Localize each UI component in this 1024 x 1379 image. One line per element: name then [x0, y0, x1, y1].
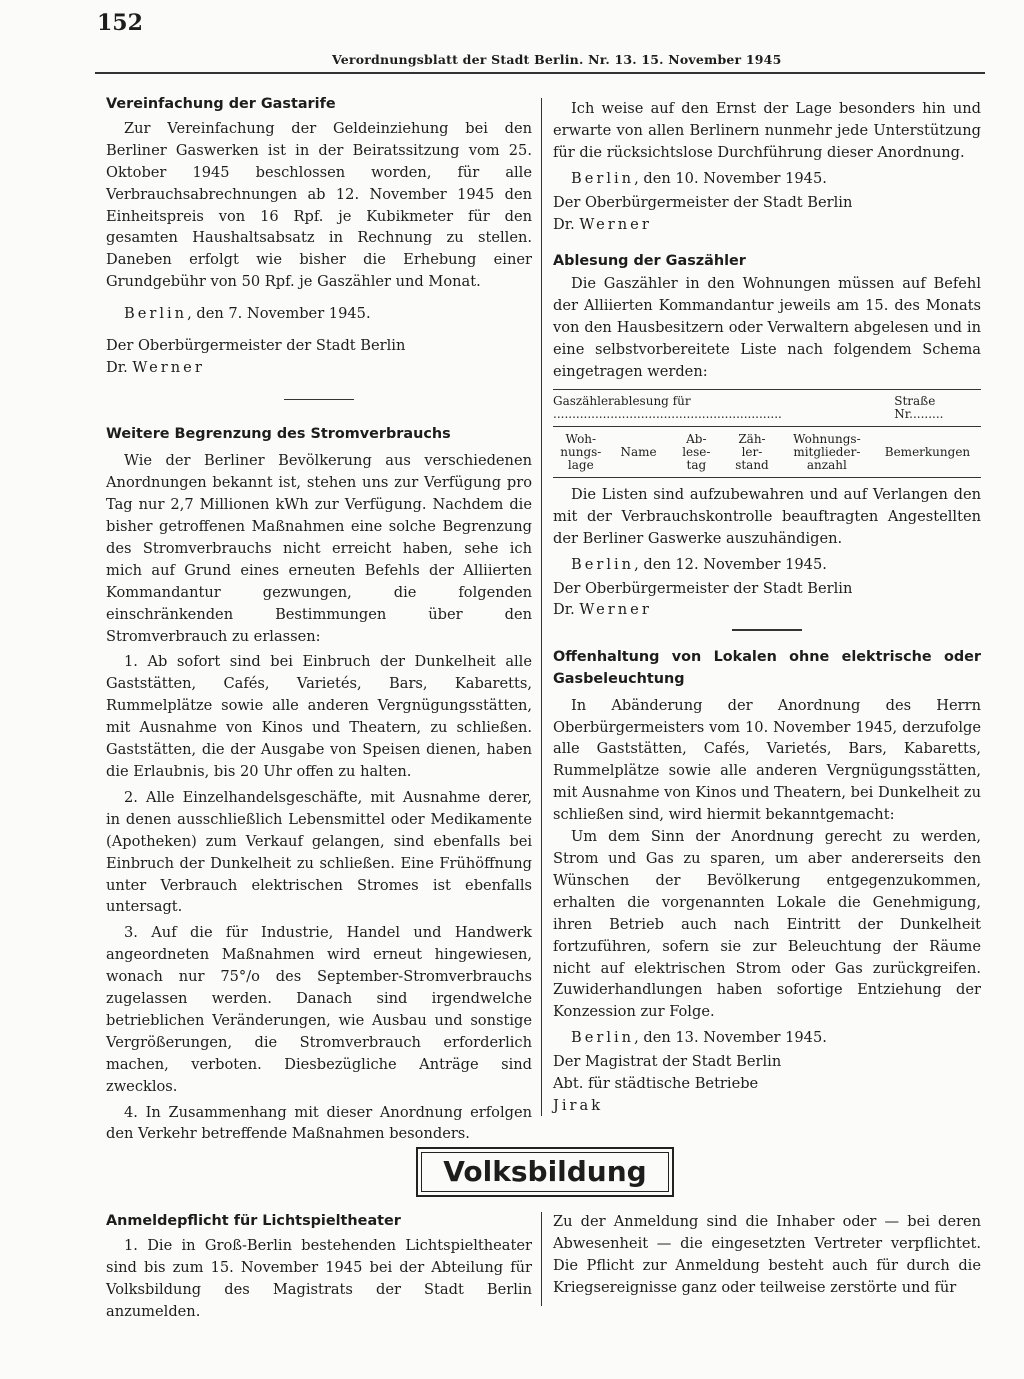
- volksbildung-section-title: Volksbildung: [443, 1155, 647, 1188]
- lokale-title: Offenhaltung von Lokalen ohne elektrische oder Gasbeleuchtung: [553, 648, 981, 687]
- schema-street: Straße Nr.........: [894, 393, 944, 421]
- ernst-body: Ich weise auf den Ernst der Lage besonders hin und erwarte von allen Berlinern nunmehr jede Unterstützung für die rücksichtslose Durchführung dieser Anordnung.: [553, 100, 981, 161]
- place: Berlin: [571, 1029, 635, 1047]
- right-column: [553, 98, 981, 1117]
- place: Berlin: [124, 305, 188, 323]
- lokale-paragraph-1: In Abänderung der Anordnung des Herrn Oberbürgermeisters vom 10. November 1945, derzufolge alle Gaststätten, Cafés, Varietés, Bars, Kabaretts, Rummelplätze sowie alle anderen Vergnügungsstätten, mit Ausnahme von Kinos und Theatern, bei Dunkelheit zu schließen sind, wird hiermit bekanntgemacht:: [553, 696, 981, 824]
- ablesung-signature: [553, 599, 981, 621]
- schema-title: Gaszählerablesung für ............................................................: [553, 393, 782, 421]
- schema-col-ablesetag: Ab- lese- tag: [682, 431, 711, 472]
- signer-name: Werner: [132, 358, 205, 376]
- strom-item-2: 2. Alle Einzelhandelsgeschäfte, mit Ausnahme derer, in denen ausschließlich Lebensmittel oder Medikamente (Apotheken) zum Verkauf gelangen, sind ebenfalls bei Einbruch der Dunkelheit zu schließen. Eine Frühöffnung unter Verbrauch elektrischen Stromes ist ebenfalls untersagt.: [106, 788, 532, 916]
- lichtspiel-left-text: 1. Die in Groß-Berlin bestehenden Lichtspieltheater sind bis zum 15. November 1945 bei der Abteilung für Volksbildung des Magistrats der Stadt Berlin anzumelden.: [106, 1236, 532, 1320]
- schema-col-mitglieder: Wohnungs- mitglieder- anzahl: [793, 431, 861, 472]
- ablesung-after: Die Listen sind aufzubewahren und auf Verlangen den mit der Verbrauchskontrolle beauftragten Angestellten der Berliner Gaswerke auszuhändigen.: [553, 485, 981, 547]
- signer-title: Dr.: [553, 215, 575, 233]
- strom-item-4: 4. In Zusammenhang mit dieser Anordnung erfolgen den Verkehr betreffende Maßnahmen besonders.: [106, 1103, 532, 1143]
- ablesung-title: Ablesung der Gaszähler: [553, 253, 746, 270]
- lichtspiel-right-text: Zu der Anmeldung sind die Inhaber oder — bei deren Abwesenheit — die eingesetzten Vertreter verpflichtet. Die Pflicht zur Anmeldung besteht auch für durch die Kriegsereignisse ganz oder teilweise zerstörte und für: [553, 1213, 981, 1296]
- gastarife-office: Der Oberbürgermeister der Stadt Berlin: [106, 337, 406, 355]
- lichtspiel-title: Anmeldepflicht für Lichtspieltheater: [106, 1213, 401, 1229]
- signer-title: Dr.: [106, 358, 128, 376]
- strom-item-1: 1. Ab sofort sind bei Einbruch der Dunkelheit alle Gaststätten, Cafés, Varietés, Bars, Kabaretts, Rummelplätze sowie alle anderen Vergnügungsstätten, mit Ausnahme von Kinos und Theatern, zu schließen. Gaststätten, die der Ausgabe von Speisen dienen, haben die Erlaubnis, bis 20 Uhr offen zu halten.: [106, 653, 532, 780]
- schema-col-name: Name: [620, 444, 657, 459]
- date: , den 13. November 1945.: [634, 1029, 827, 1047]
- volksbildung-section-box: [416, 1147, 674, 1197]
- lokale-office: Der Magistrat der Stadt Berlin: [553, 1053, 782, 1071]
- schema-col-bemerkungen: Bemerkungen: [884, 444, 971, 459]
- strom-intro: Wie der Berliner Bevölkerung aus verschiedenen Anordnungen bekannt ist, stehen uns zur Verfügung pro Tag nur 2,7 Millionen kWh zur Verfügung. Nachdem die bisher getroffenen Maßnahmen eine solche Begrenzung des Stromverbrauchs nicht erreicht haben, sehe ich mich auf Grund eines erneuten Befehls der Alliierten Kommandantur gezwungen, die folgenden einschränkenden Bestimmungen über den Stromverbrauch zu erlassen:: [106, 452, 532, 645]
- place: Berlin: [571, 169, 635, 187]
- date: , den 10. November 1945.: [634, 169, 827, 187]
- ernst-dateline: [553, 168, 981, 190]
- ernst-office: Der Oberbürgermeister der Stadt Berlin: [553, 193, 853, 211]
- signer-name: Werner: [579, 215, 652, 233]
- signer-title: Dr.: [553, 601, 575, 619]
- gastarife-dateline: [106, 303, 532, 325]
- volksbildung-left-column: [106, 1211, 532, 1323]
- schema-table: [553, 433, 981, 472]
- gastarife-body: Zur Vereinfachung der Geldeinziehung bei den Berliner Gaswerken ist in der Beiratssitzung vom 25. Oktober 1945 beschlossen worden, für alle Verbrauchsabrechnungen ab 12. November 1945 den Einheitspreis von 16 Rpf. je Kubikmeter für den gesamten Haushaltsabsatz in Rechnung zu stellen. Daneben erfolgt wie bisher die Erhebung einer Grundgebühr von 50 Rpf. je Gaszähler und Monat.: [106, 119, 532, 291]
- date: , den 12. November 1945.: [634, 555, 827, 573]
- schema-col-wohnungslage: Woh- nungs- lage: [560, 431, 602, 472]
- running-head: Verordnungsblatt der Stadt Berlin. Nr. 13. 15. November 1945: [332, 52, 782, 67]
- column-divider-bottom: [541, 1212, 542, 1306]
- ablesung-dateline: [553, 554, 981, 576]
- meter-reading-schema: [553, 389, 981, 478]
- page-number: 152: [97, 10, 143, 36]
- signer-name: Werner: [579, 601, 652, 619]
- schema-col-zaehlerstand: Zäh- ler- stand: [735, 431, 769, 472]
- ernst-signature: [553, 214, 981, 236]
- strom-title: Weitere Begrenzung des Stromverbrauchs: [106, 426, 451, 443]
- date: , den 7. November 1945.: [187, 305, 371, 323]
- lokale-department: Abt. für städtische Betriebe: [553, 1075, 759, 1093]
- strom-item-3: 3. Auf die für Industrie, Handel und Handwerk angeordneten Maßnahmen wird erneut hingewiesen, wonach nur 75°/o des September-Stromverbrauchs zugelassen werden. Danach sind irgendwelche betrieblichen Veränderungen, wie Ausbau und sonstige Vergrößerungen, die Stromverbrauch erforderlich machen, verboten. Diesbezügliche Anträge sind zwecklos.: [106, 924, 532, 1095]
- lokale-paragraph-2: Um dem Sinn der Anordnung gerecht zu werden, Strom und Gas zu sparen, um aber andererseits den Wünschen der Bevölkerung entgegenzukommen, erhalten die vorgenannten Lokale die Genehmigung, ihren Betrieb auch nach Eintritt der Dunkelheit fortzuführen, sofern sie zur Beleuchtung der Räume nicht auf elektrischen Strom oder Gas zurückgreifen. Zuwiderhandlungen haben sofortige Entziehung der Konzession zur Folge.: [553, 828, 981, 1021]
- volksbildung-right-column: [553, 1211, 981, 1299]
- left-column: [106, 94, 532, 1145]
- header-rule: [95, 72, 985, 74]
- ablesung-body: Die Gaszähler in den Wohnungen müssen auf Befehl der Alliierten Kommandantur jeweils am 15. des Monats von den Hausbesitzern oder Verwaltern abgelesen und in eine selbstvorbereitete Liste nach folgendem Schema eingetragen werden:: [553, 275, 981, 380]
- schema-header-row: [553, 395, 981, 421]
- gastarife-title: Vereinfachung der Gastarife: [106, 96, 336, 112]
- lokale-dateline: [553, 1027, 981, 1049]
- place: Berlin: [571, 555, 635, 573]
- ablesung-office: Der Oberbürgermeister der Stadt Berlin: [553, 579, 853, 597]
- column-divider-top: [541, 98, 542, 1116]
- lokale-signer: Jirak: [553, 1096, 604, 1114]
- gastarife-signature: [106, 357, 532, 379]
